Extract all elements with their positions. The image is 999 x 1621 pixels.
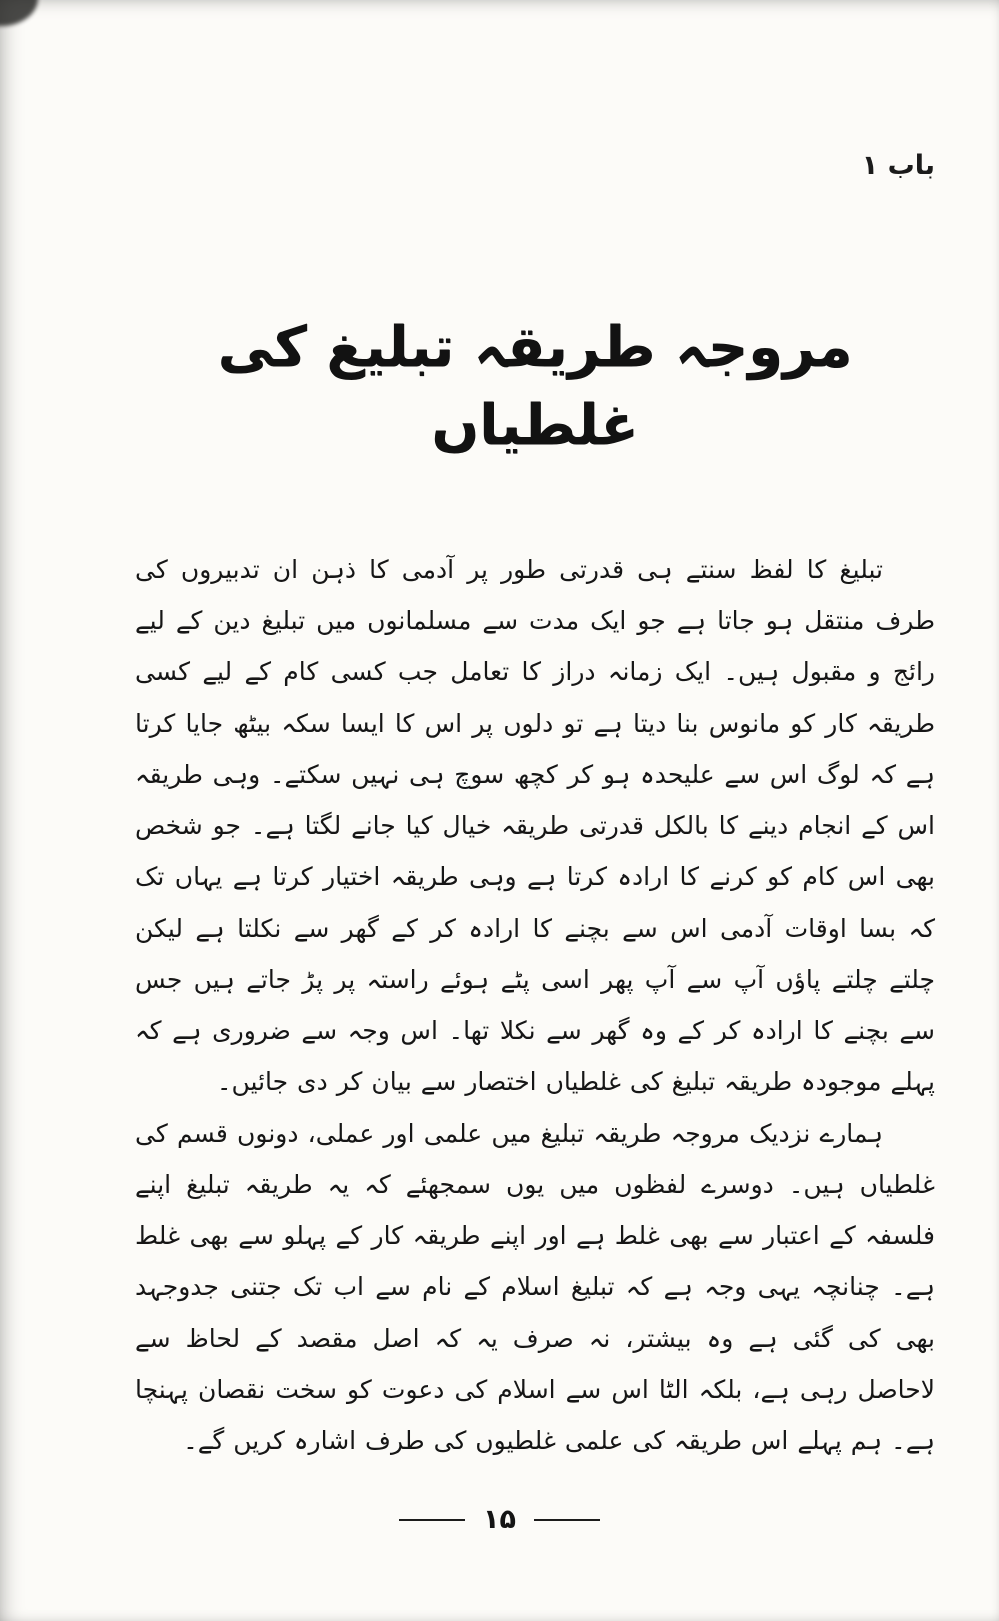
paragraph-2: ہمارے نزدیک مروجہ طریقہ تبلیغ میں علمی اور عملی، دونوں قسم کی غلطیاں ہیں۔ دوسرے لفظوں میں یوں سمجھئے کہ یہ طریقہ تبلیغ اپنے فلسفہ کے اعتبار سے بھی غلط ہے اور اپنے طریقہ کار کے پہلو سے بھی غلط ہے۔ چنانچہ یہی وجہ ہے کہ تبلیغ اسلام کے نام سے اب تک جتنی جدوجہد بھی کی گئی ہے وہ بیشتر، نہ صرف یہ کہ اصل مقصد کے لحاظ سے لاحاصل رہی ہے، بلکہ الٹا اس سے اسلام کی دعوت کو سخت نقصان پہنچا ہے۔ ہم پہلے اس طریقہ کی علمی غلطیوں کی طرف اشارہ کریں گے۔: [135, 1118, 935, 1456]
page-title: مروجہ طریقہ تبلیغ کی غلطیاں: [217, 315, 853, 459]
page-number: ۱۵: [483, 1504, 516, 1535]
chapter-label: باب ۱: [861, 150, 935, 181]
footer-rule-left: [399, 1519, 465, 1521]
body-text: [135, 544, 935, 1467]
footer-rule-right: [534, 1519, 600, 1521]
paragraph-1: تبلیغ کا لفظ سنتے ہی قدرتی طور پر آدمی کا ذہن ان تدبیروں کی طرف منتقل ہو جاتا ہے جو ایک مدت سے مسلمانوں میں تبلیغ دین کے لیے رائج و مقبول ہیں۔ ایک زمانہ دراز کا تعامل جب کسی کام کے لیے کسی طریقہ کار کو مانوس بنا دیتا ہے تو دلوں پر اس کا ایسا سکہ بیٹھ جایا کرتا ہے کہ لوگ اس سے علیحدہ ہو کر کچھ سوچ ہی نہیں سکتے۔ وہی طریقہ اس کے انجام دینے کا بالکل قدرتی طریقہ خیال کیا جانے لگتا ہے۔ جو شخص بھی اس کام کو کرنے کا ارادہ کرتا ہے وہی طریقہ اختیار کرتا ہے یہاں تک کہ بسا اوقات آدمی اس سے بچنے کا ارادہ کر کے گھر سے نکلتا ہے لیکن چلتے چلتے پاؤں آپ سے آپ پھر اسی پٹے ہوئے راستہ پر پڑ جاتے ہیں جس سے بچنے کا ارادہ کر کے وہ گھر سے نکلا تھا۔ اس وجہ سے ضروری ہے کہ پہلے موجودہ طریقہ تبلیغ کی غلطیاں اختصار سے بیان کر دی جائیں۔: [135, 554, 935, 1097]
page-footer: [0, 1504, 999, 1535]
